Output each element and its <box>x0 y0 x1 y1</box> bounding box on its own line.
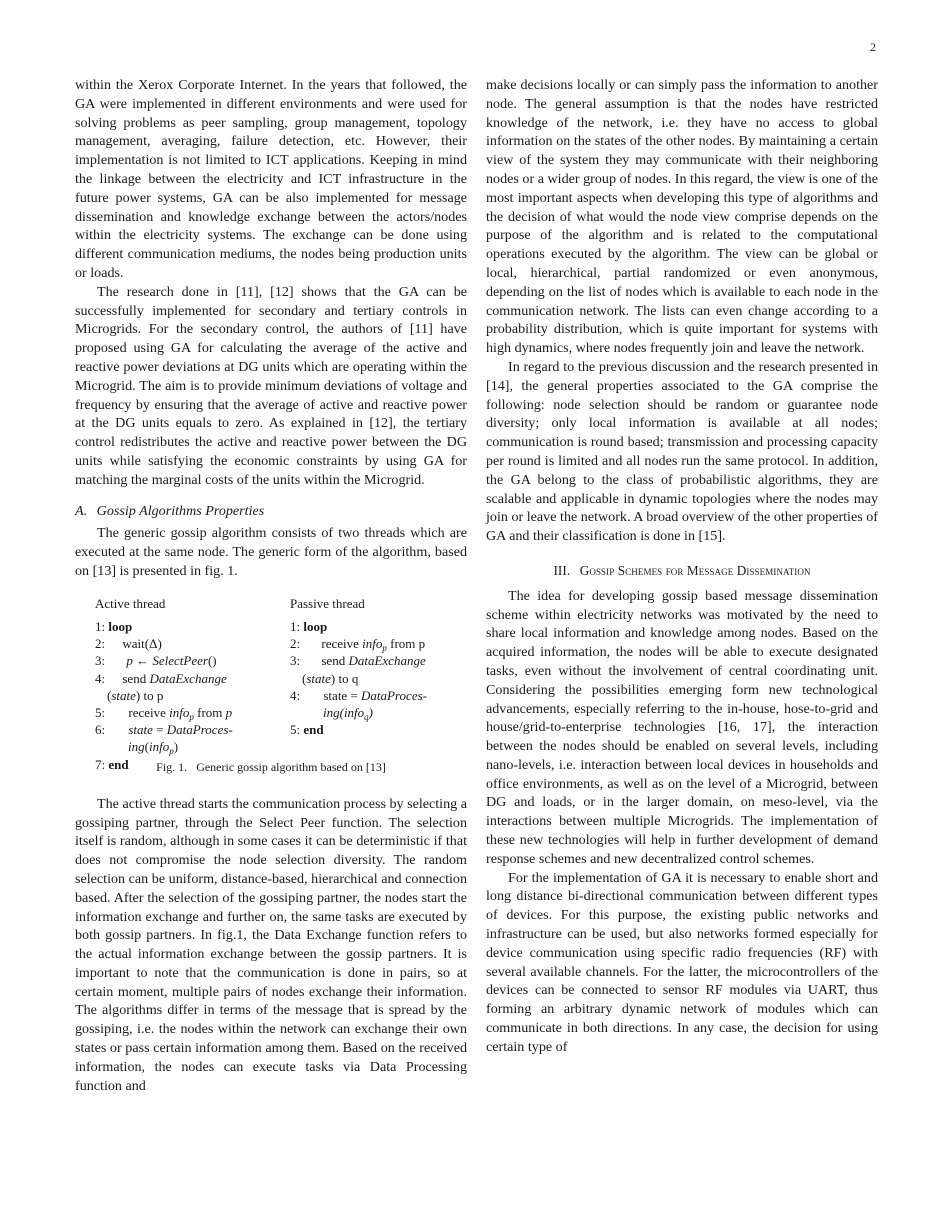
subscript: p <box>189 711 194 722</box>
keyword-end: end <box>108 756 129 772</box>
code-var: state <box>306 670 331 686</box>
code-line: (state) to q <box>302 670 359 686</box>
code-func: SelectPeer <box>152 653 208 669</box>
subsection-number: A. <box>75 502 88 519</box>
left-column <box>75 76 467 1095</box>
line-number: 2: <box>95 636 106 652</box>
code-text: from p <box>390 636 426 652</box>
code-line <box>95 721 265 738</box>
code-func: DataProces- <box>166 722 233 738</box>
line-number: 1: <box>95 618 106 634</box>
code-line <box>95 618 265 635</box>
code-text: state = <box>323 687 358 703</box>
active-thread-title: Active thread <box>95 595 166 611</box>
line-number: 5: <box>95 704 106 720</box>
code-line <box>95 704 265 721</box>
keyword-end: end <box>303 722 324 738</box>
line-number: 4: <box>95 670 106 686</box>
line-number: 3: <box>290 653 301 669</box>
paragraph: make decisions locally or can simply pass the information to another node. The general assumption is that the nodes have restricted knowledge of the network, i.e. they have no access to global information on the states of the other nodes. By maintaining a certain view of the system they may communicate with their neighboring nodes or a wider group of nodes. In this regard, the view is one of the most important aspects when developing this type of algorithms and the decision of what would the node view comprise depends on the purpose of the algorithm and is related to the computational operations executed by the algorithm. The view can be global or local, hierarchical, partial randomized or even anonymous, depending on the list of nodes which is available to each node in the communication network. The lists can even change according to a probability distribution, which is quite important for systems with high dynamics, where nodes frequently join and leave the network. <box>486 77 878 357</box>
code-var: state <box>111 687 136 703</box>
code-var: p <box>225 704 233 720</box>
line-number: 3: <box>95 653 106 669</box>
subscript: p <box>169 746 174 757</box>
code-line <box>290 635 470 652</box>
code-line: ing(info$_p$) <box>128 739 179 757</box>
line-number: 2: <box>290 636 301 652</box>
code-var: info <box>362 636 383 652</box>
code-func: DataProces- <box>361 687 427 703</box>
paragraph: within the Xerox Corporate Internet. In the years that followed, the GA were implemented in different environments and were used for solving problems as peer sampling, group management, topology management, averaging, failure detection, etc. However, their implementation is not limited to ICT applications. Keeping in mind the linkage between the electricity and ICT infrastructure in the future power systems, GA can be also implemented for message dissemination and knowledge exchange between the actors/nodes within the electricity systems. The exchange can be done using different communication mediums, the nodes being production units or loads. <box>75 77 467 281</box>
passive-thread-title: Passive thread <box>290 595 365 611</box>
code-func: ing(info <box>323 704 365 720</box>
paragraph: In regard to the previous discussion and the research presented in [14], the general properties associated to the GA comprise the following: node selection should be random or guarantee node diversity; only local information is available at all nodes; communication is round based; transmission and processing capacity per round is limited and all nodes run the same protocol. In addition, the GA belong to the class of probabilistic algorithms, they are scalable and applicable in dynamic topologies where the nodes may join or leave the network. A broad overview of the other properties of GA and their classification is done in [15]. <box>486 358 878 545</box>
code-line <box>95 635 265 652</box>
code-text: receive <box>321 636 359 652</box>
page-number: 2 <box>870 40 876 54</box>
code-text: to p <box>143 687 164 703</box>
section-title: Gossip Schemes for Message Dissemination <box>579 562 811 578</box>
paragraph: The active thread starts the communication process by selecting a gossiping partner, through the Select Peer function. The selection itself is random, although in some cases it can be deterministic if that does not compromise the node selection diversity. The random selection can be uniform, distance-based, hierarchical and connection based. After the selection of the gossiping partner, the nodes start the information exchange and further on, the same tasks are executed by both gossip partners. In fig.1, the Data Exchange function refers to the actual information exchange between the gossip partners. It is important to note that the communication is done in pairs, so at certain moment, multiple pairs of nodes exchange their information. The algorithms differ in terms of the message that is spread by the gossiping, i.e. the nodes within the network can exchange their own states or pass certain information among them. Based on the received information, the nodes can execute tasks via Data Processing function and <box>75 795 467 1094</box>
figure-label: Fig. 1. <box>156 759 188 774</box>
keyword-loop: loop <box>303 618 328 634</box>
code-line <box>290 618 470 635</box>
subscript: p <box>382 643 387 654</box>
figure-1 <box>75 595 467 781</box>
code-line <box>290 652 470 669</box>
paragraph: The idea for developing gossip based message dissemination scheme within electricity networks was motivated by the need to share local information and knowledge among nodes. Based on the acquired information, the nodes will be able to execute designated tasks, even without the involvement of central coordinating unit. Considering the possibilities emerging form new technological advancements, especially referring to the in-house, hose-to-grid and house/grid-to-enterprise technologies [16, 17], the interaction between the nodes should be enabled on several levels, including nano-levels, i.e. interaction between local devices in households and office environments, as well as on the level of a Microgrid, between DG and loads, or in the larger domain, on meso-level, via the interactions between multiple Microgrids. The implementation of these new technologies will help in further development of demand response schemes and new decentralized control schemes. <box>486 587 878 867</box>
code-func: ing <box>128 739 145 755</box>
figure-caption <box>75 756 467 776</box>
line-number: 5: <box>290 722 301 738</box>
section-number: III. <box>553 562 571 578</box>
paragraph: The research done in [11], [12] shows that the GA can be successfully implemented for secondary and tertiary controls in Microgrids. For the secondary control, the authors of [11] have proposed using GA for calculating the average of the active and reactive power deviations at DG units which are operating within the Microgrid. The aim is to provide minimum deviations of voltage and frequency by ensuring that the average of active and reactive power at the DG units equals to zero. As explained in [12], the tertiary control redistributes the active and reactive power between the DG units while satisfying the economic constraints by using GA for matching the marginal costs of the units within the Microgrid. <box>75 283 467 488</box>
paragraph: The generic gossip algorithm consists of two threads which are executed at the same node. The generic form of the algorithm, based on [13] is presented in fig. 1. <box>75 525 467 579</box>
passive-thread-pseudocode <box>290 595 470 739</box>
right-column <box>486 76 878 1057</box>
line-number: 1: <box>290 618 301 634</box>
paragraph: For the implementation of GA it is necessary to enable short and long distance bi-directional communication between different types of devices. For this purpose, the existing public networks and infrastructure can be used, but also networks formed especially for device communication using specific radio frequencies (RF) with several available channels. For the latter, the microcontrollers of the devices can be connected to sensor RF modules via UART, thus forming an arbitrary dynamic network of modules which can communicate in both directions. In any case, the decision for using certain type of <box>486 869 878 1055</box>
subsection-heading <box>75 502 467 521</box>
subsection-title: Gossip Algorithms Properties <box>96 502 265 519</box>
code-text: = <box>156 722 164 738</box>
code-text: send <box>122 670 147 686</box>
figure-caption-text: Generic gossip algorithm based on [13] <box>196 759 386 774</box>
code-text: to q <box>338 670 359 686</box>
line-number: 4: <box>290 687 301 703</box>
code-line <box>290 721 470 738</box>
code-func: DataExchange <box>348 653 426 669</box>
code-text: from <box>197 704 223 720</box>
line-number: 7: <box>95 756 106 772</box>
code-text: receive <box>128 704 166 720</box>
code-var: state <box>128 722 153 738</box>
code-line: ing(info$_q$) <box>323 704 374 722</box>
code-text: wait(Δ) <box>122 636 162 652</box>
assign-arrow: ← <box>136 653 150 669</box>
code-var: info <box>148 739 170 755</box>
code-text: () <box>207 653 217 669</box>
code-text: send <box>321 653 346 669</box>
active-thread-pseudocode <box>95 595 265 773</box>
line-number: 6: <box>95 722 106 738</box>
keyword-loop: loop <box>108 618 133 634</box>
code-func: DataExchange <box>149 670 227 686</box>
code-line <box>95 652 265 669</box>
code-var: info <box>169 704 190 720</box>
code-line <box>95 670 265 687</box>
code-var: p <box>126 653 133 669</box>
subscript: q <box>364 711 369 722</box>
section-heading <box>486 562 878 581</box>
code-line: (state) to p <box>107 687 164 703</box>
code-line <box>290 687 470 704</box>
